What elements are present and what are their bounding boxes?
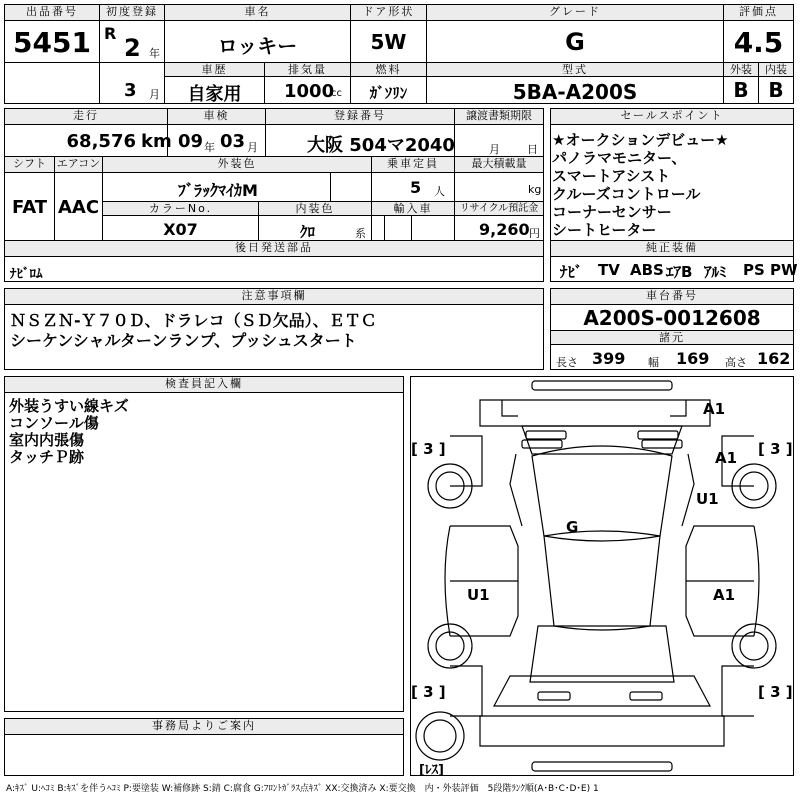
transfer-label: 譲渡書類期限 (455, 109, 543, 125)
specs-length: 399 (592, 349, 626, 368)
first-reg-month: 3 (124, 80, 137, 101)
washer-right (638, 431, 678, 439)
sales-point-item: ★オークションデビュー★ (552, 131, 729, 149)
cabin (544, 531, 660, 630)
inspection-year: 09 (178, 131, 204, 152)
specs-height-label: 高さ (725, 356, 747, 369)
car-name: ロッキー (217, 34, 298, 58)
mark-a1-right-upper: A1 (715, 449, 738, 467)
mileage-label: 走行 (5, 109, 167, 125)
doors-label: ドア形状 (351, 5, 426, 21)
wheel-rr (732, 624, 776, 668)
shift-label: シフト (5, 157, 54, 173)
grade-label: グレード (427, 5, 723, 21)
model-label: 型式 (427, 63, 723, 77)
front-outline-inner (502, 400, 686, 416)
genuine-item: ﾅﾋﾞ (560, 263, 583, 281)
inspector-line: コンソール傷 (9, 414, 99, 432)
capacity-label: 乗車定員 (372, 157, 454, 173)
sales-point-item: スマートアシスト (552, 167, 671, 185)
lot-number: 5451 (13, 26, 91, 59)
mark-g-center: G (566, 518, 579, 536)
legend: A:ｷｽﾞ U:ﾍｺﾐ B:ｷｽﾞを伴うﾍｺﾐ P:要塗装 W:補修跡 S:錆 C:腐食 G:ﾌﾛﾝﾄｶﾞﾗｽ点ｷｽﾞ XX:交換済み X:要交換 内・外装評価 5段階ﾗﾝｸ順(A･B･C･D･E) 1 (6, 784, 599, 794)
sales-point-item: パノラマモニター、 (552, 149, 687, 167)
washer-left (526, 431, 566, 439)
inspector-line: タッチＰ跡 (9, 448, 85, 466)
fuel-value: ｶﾞｿﾘﾝ (369, 84, 408, 102)
roof-outline (532, 446, 672, 541)
later-parts-label: 後日発送部品 (5, 241, 543, 257)
rear-window (530, 626, 674, 682)
mark-tire-fr: [ 3 ] (758, 440, 793, 458)
transfer-month-unit: 月 (489, 143, 500, 156)
score-value: 4.5 (733, 26, 784, 59)
import-label: 輸入車 (372, 202, 454, 216)
wheel-rl (428, 624, 472, 668)
displacement-label: 排気量 (265, 63, 350, 77)
mark-tire-rl: [ 3 ] (411, 683, 446, 701)
first-reg-year: 2 (124, 34, 141, 62)
spare-tire (416, 712, 464, 760)
interior-color-label: 内装色 (259, 202, 371, 216)
model-value: 5BA-A200S (512, 80, 638, 104)
genuine-item: ABS (630, 261, 664, 279)
max-load-unit: kg (528, 183, 542, 196)
inspection-month-unit: 月 (247, 141, 258, 154)
color-no-label: カラーNo. (103, 202, 258, 216)
interior-color-unit: 系 (355, 227, 366, 240)
plate-label: 登録番号 (266, 109, 454, 125)
front-bumper-top (532, 381, 672, 390)
first-reg-month-unit: 月 (149, 88, 160, 101)
recycle-value: 9,260 (479, 220, 530, 239)
mark-u1-right: U1 (696, 490, 719, 508)
max-load-label: 最大積載量 (455, 157, 543, 173)
transfer-day-unit: 日 (527, 143, 538, 156)
inspection-year-unit: 年 (204, 141, 215, 154)
specs-width: 169 (676, 349, 710, 368)
aircon-value: AAC (57, 197, 100, 218)
fuel-label: 燃料 (351, 63, 426, 77)
mark-a1-top: A1 (703, 400, 726, 418)
doors-value: 5W (370, 30, 407, 54)
notes-line-1: ＮＳＺＮ-Ｙ７０Ｄ、ドラレコ（ＳＤ欠品）、ＥＴＣ (10, 311, 377, 330)
left-side-lower (450, 666, 482, 716)
score-int: B (768, 78, 784, 102)
exterior-color-label: 外装色 (103, 157, 371, 173)
mark-u1-left: U1 (467, 586, 490, 604)
specs-length-label: 長さ (556, 356, 578, 369)
rear-hatch (494, 676, 710, 706)
mileage-unit: km (141, 131, 172, 152)
rear-bumper-bottom (532, 762, 672, 771)
genuine-item: TV (598, 261, 620, 279)
score-label: 評価点 (724, 5, 793, 21)
mileage-value: 68,576 (66, 131, 136, 152)
inspection-label: 車検 (168, 109, 265, 125)
inspector-label: 検査員記入欄 (5, 377, 403, 393)
sales-points-label: セールスポイント (551, 109, 793, 125)
grade-value: G (565, 28, 585, 56)
specs-label: 諸元 (551, 331, 793, 345)
mark-tire-rr: [ 3 ] (758, 683, 793, 701)
interior-color-value: ｸﾛ (300, 223, 316, 241)
right-side-lower (722, 666, 754, 716)
hood-side-left (510, 454, 522, 526)
rear-lamp-right (630, 692, 662, 700)
lot-label: 出品番号 (5, 5, 99, 21)
capacity-unit: 人 (434, 185, 445, 198)
later-parts-value: ﾅﾋﾞﾛﾑ (10, 267, 43, 282)
specs-width-label: 幅 (648, 356, 659, 369)
score-ext-label: 外装 (724, 63, 758, 77)
office-label: 事務局よりご案内 (5, 719, 403, 735)
recycle-unit: 円 (529, 227, 540, 240)
car-name-label: 車名 (165, 5, 350, 21)
plate-value: 大阪 504マ2040 (307, 135, 455, 156)
genuine-item: PS (743, 261, 765, 279)
sales-point-item: クルーズコントロール (552, 185, 701, 203)
mark-a1-right-lower: A1 (713, 586, 736, 604)
exterior-color-value: ﾌﾞﾗｯｸﾏｲｶM (178, 181, 258, 200)
score-int-label: 内装 (759, 63, 793, 77)
rear-lower (480, 716, 724, 746)
genuine-item: ｱﾙﾐ (704, 263, 727, 281)
hood-side-right (682, 454, 694, 526)
displacement-value: 1000 (284, 81, 335, 102)
spare-tire-inner (424, 720, 456, 752)
shift-value: FAT (11, 197, 48, 218)
displacement-unit: cc (331, 88, 342, 99)
genuine-item: ｴｱB (666, 263, 693, 281)
inspection-month: 03 (220, 131, 246, 152)
inspector-line: 外装うすい線キズ (9, 397, 129, 415)
mark-tire-fl: [ 3 ] (411, 440, 446, 458)
first-reg-era: R (104, 24, 117, 43)
first-reg-label: 初度登録 (100, 5, 164, 21)
rear-lamp-left (538, 692, 570, 700)
left-side-upper (450, 436, 482, 486)
aircon-label: エアコン (55, 157, 102, 173)
recycle-label: リサイクル預託金 (455, 202, 543, 216)
inspector-line: 室内内張傷 (9, 431, 85, 449)
sales-point-item: コーナーセンサー (552, 203, 672, 221)
color-no-value: X07 (163, 220, 198, 239)
notes-line-2: シーケンシャルターンランプ、プッシュスタート (10, 331, 357, 350)
car-diagram (410, 376, 794, 776)
history-label: 車歴 (165, 63, 264, 77)
front-outline (480, 400, 710, 426)
first-reg-year-unit: 年 (149, 47, 160, 60)
genuine-label: 純正装備 (551, 241, 793, 257)
chassis-label: 車台番号 (551, 289, 793, 305)
capacity-value: 5 (410, 178, 422, 197)
chassis-number: A200S-0012608 (583, 306, 761, 330)
history-value: 自家用 (187, 84, 242, 105)
notes-label: 注意事項欄 (5, 289, 543, 305)
mark-spare: [ﾚｽ] (419, 763, 444, 778)
specs-height: 162 (757, 349, 791, 368)
genuine-item: PW (770, 261, 798, 279)
sales-point-item: シートヒーター (552, 221, 657, 239)
score-ext: B (733, 78, 749, 102)
